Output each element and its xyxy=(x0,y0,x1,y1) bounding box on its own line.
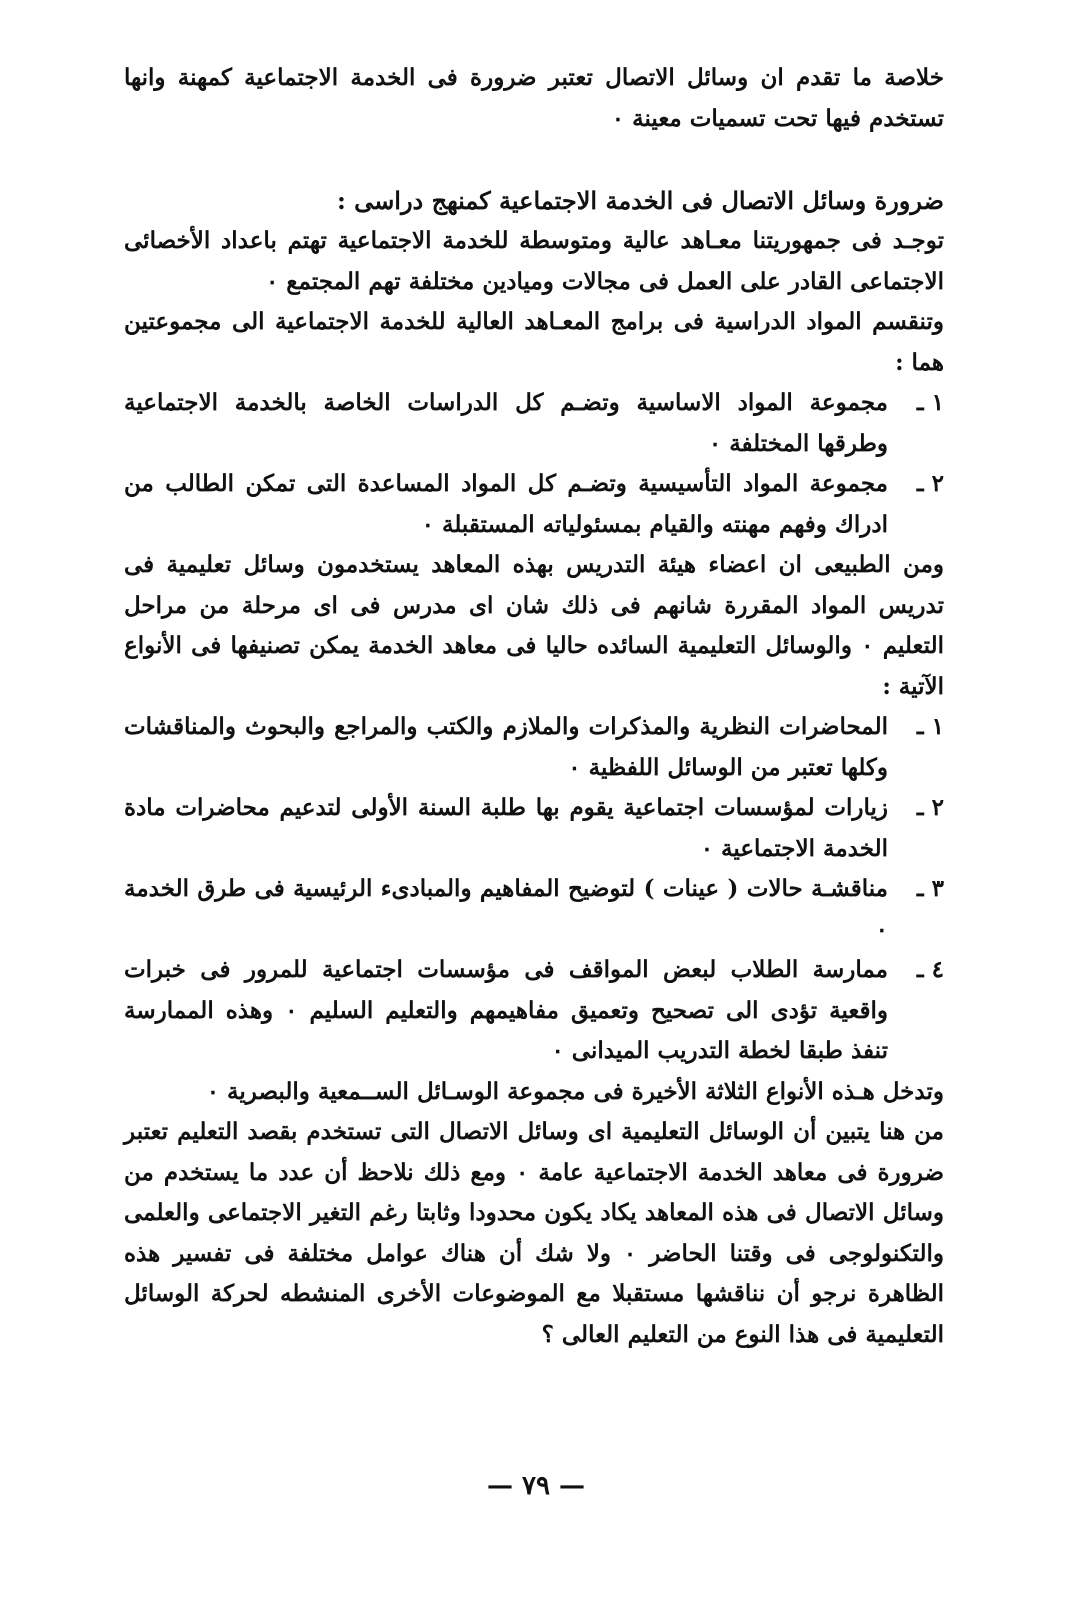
paragraph-institutes: توجـد فى جمهوريتنا معـاهد عالية ومتوسطة للخدمة الاجتماعية تهتم باعداد الأخصائى الاجتماعى القادر على العمل فى مجالات وميادين مختلفة تهم المجتمع ٠ xyxy=(124,227,944,295)
group-item-number: ١ ـ xyxy=(916,389,944,416)
type-item-text: زيارات لمؤسسات اجتماعية يقوم بها طلبة السنة الأولى لتدعيم محاضرات مادة الخدمة الاجتماعية ٠ xyxy=(124,794,888,862)
paragraph-subject-groups: وتنقسم المواد الدراسية فى برامج المعـاهد العالية للخدمة الاجتماعية الى مجموعتين هما : xyxy=(124,308,944,376)
type-item-number: ١ ـ xyxy=(916,713,944,740)
section-heading: ضرورة وسائل الاتصال فى الخدمة الاجتماعية كمنهج دراسى : xyxy=(336,186,944,215)
type-item xyxy=(124,788,944,869)
paragraph-audiovisual: وتدخل هـذه الأنواع الثلاثة الأخيرة فى مجموعة الوسـائل الســمعية والبصرية ٠ xyxy=(206,1077,944,1105)
type-item-number: ٤ ـ xyxy=(916,956,944,983)
group-item-text: مجموعة المواد الاساسية وتضـم كل الدراسات الخاصة بالخدمة الاجتماعية وطرقها المختلفة ٠ xyxy=(124,389,888,457)
group-item xyxy=(124,464,944,545)
paragraph-conclusion: من هنا يتبين أن الوسائل التعليمية اى وسائل الاتصال التى تستخدم بقصد التعليم تعتبر ضرورة فى معاهد الخدمة الاجتماعية عامة ٠ ومع ذلك نلاحظ أن عدد ما يستخدم من وسائل الاتصال فى هذه المعاهد يكاد يكون محدودا وثابتا رغم التغير الاجتماعى والعلمى والتكنولوجى فى وقتنا الحاضر ٠ ولا شك أن هناك عوامل مختلفة فى تفسير هذه الظاهرة نرجو أن نناقشها مستقبلا مع الموضوعات الأخرى المنشطه لحركة الوسائل التعليمية فى هذا النوع من التعليم العالى ؟ xyxy=(124,1118,944,1348)
type-item-number: ٣ ـ xyxy=(916,875,944,902)
page-number: — ٧٩ — xyxy=(486,1471,586,1501)
type-item-text: المحاضرات النظرية والمذكرات والملازم والكتب والمراجع والبحوث والمناقشات وكلها تعتبر من الوسائل اللفظية ٠ xyxy=(124,713,888,781)
group-item-text: مجموعة المواد التأسيسية وتضـم كل المواد المساعدة التى تمكن الطالب من ادراك وفهم مهنته والقيام بمسئولياته المستقبلة ٠ xyxy=(124,470,888,538)
type-item-text: مناقشـة حالات ( عينات ) لتوضيح المفاهيم والمبادىء الرئيسية فى طرق الخدمة ٠ xyxy=(124,875,888,943)
group-item xyxy=(124,383,944,464)
paragraph-teaching-methods: ومن الطبيعى ان اعضاء هيئة التدريس بهذه المعاهد يستخدمون وسائل تعليمية فى تدريس المواد المقررة شانهم فى ذلك شان اى مدرس فى اى مرحلة من مراحل التعليم ٠ والوسائل التعليمية السائده حاليا فى معاهد الخدمة يمكن تصنيفها فى الأنواع الآتية : xyxy=(124,551,944,700)
text-column xyxy=(124,58,944,1355)
type-item xyxy=(124,707,944,788)
type-item-number: ٢ ـ xyxy=(916,794,944,821)
type-item xyxy=(124,869,944,950)
intro-paragraph: خلاصة ما تقدم ان وسائل الاتصال تعتبر ضرورة فى الخدمة الاجتماعية كمهنة وانها تستخدم فيها تحت تسميات معينة ٠ xyxy=(124,64,944,132)
type-item xyxy=(124,950,944,1072)
group-item-number: ٢ ـ xyxy=(916,470,944,497)
type-item-text: ممارسة الطلاب لبعض المواقف فى مؤسسات اجتماعية للمرور فى خبرات واقعية تؤدى الى تصحيح وتعميق مفاهيمهم والتعليم السليم ٠ وهذه الممارسة تنفذ طبقا لخطة التدريب الميدانى ٠ xyxy=(124,956,888,1064)
